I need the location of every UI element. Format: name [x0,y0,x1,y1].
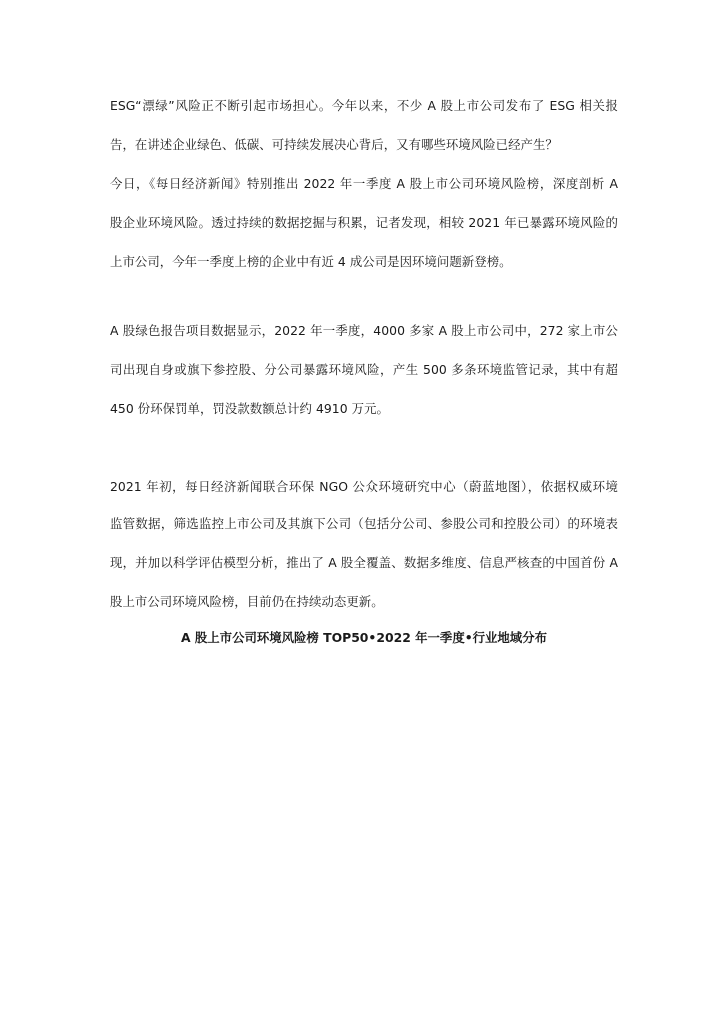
paragraph-4-line-1: 2021 年初，每日经济新闻联合环保 NGO 公众环境研究中心（蔚蓝地图），依据权威环境 [110,479,618,494]
paragraph-4-line-3: 现，并加以科学评估模型分析，推出了 A 股全覆盖、数据多维度、信息严核查的中国首份 A [110,555,618,570]
paragraph-3-line-2: 司出现自身或旗下参控股、分公司暴露环境风险，产生 500 多条环境监管记录，其中有超 [110,362,618,377]
chart-title: A 股上市公司环境风险榜 TOP50•2022 年一季度•行业地域分布 [181,630,547,645]
paragraph-2-line-2: 股企业环境风险。透过持续的数据挖掘与积累，记者发现，相较 2021 年已暴露环境风险的 [110,215,618,230]
paragraph-2-line-1: 今日，《每日经济新闻》特别推出 2022 年一季度 A 股上市公司环境风险榜，深度剖析 A [110,176,618,191]
paragraph-1-line-2: 告，在讲述企业绿色、低碳、可持续发展决心背后，又有哪些环境风险已经产生？ [110,137,558,152]
paragraph-4-line-4: 股上市公司环境风险榜，目前仍在持续动态更新。 [110,594,384,609]
paragraph-3-line-1: A 股绿色报告项目数据显示，2022 年一季度，4000 多家 A 股上市公司中，272 家上市公 [110,323,618,338]
paragraph-4-line-2: 监管数据，筛选监控上市公司及其旗下公司（包括分公司、参股公司和控股公司）的环境表 [110,516,618,531]
paragraph-2-line-3: 上市公司，今年一季度上榜的企业中有近 4 成公司是因环境问题新登榜。 [110,254,512,269]
paragraph-1-line-1: ESG“漂绿”风险正不断引起市场担心。今年以来，不少 A 股上市公司发布了 ESG 相关报 [110,98,618,113]
paragraph-3-line-3: 450 份环保罚单，罚没款数额总计约 4910 万元。 [110,401,389,416]
